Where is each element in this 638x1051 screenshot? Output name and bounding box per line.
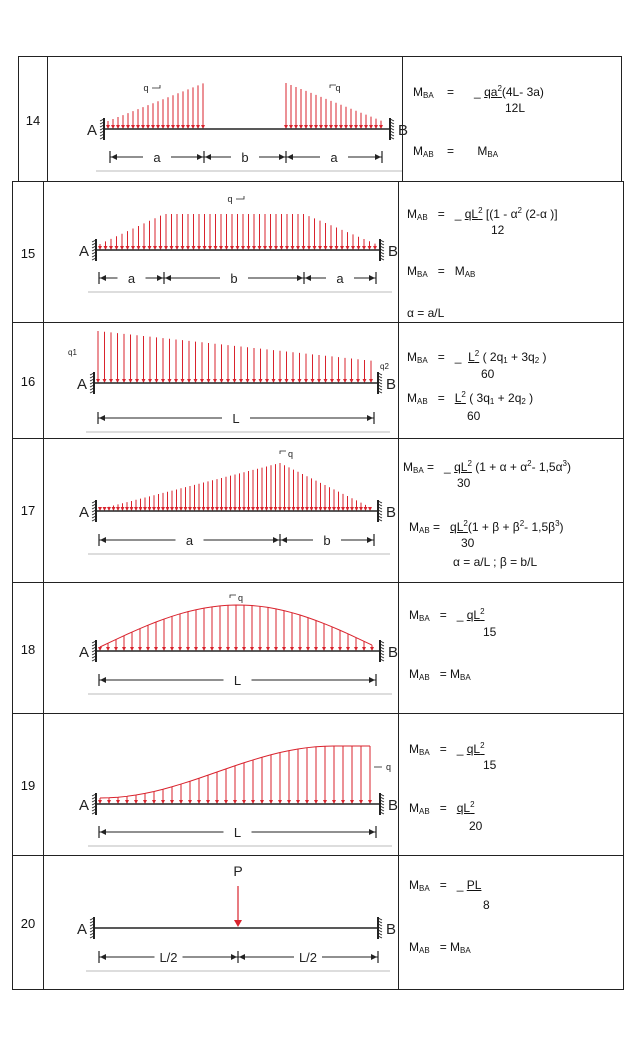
beam-diagram-20 — [44, 856, 398, 989]
arrow-head — [281, 537, 287, 543]
arrow-head — [111, 154, 117, 160]
arrow-head — [367, 537, 373, 543]
arrow-head — [367, 415, 373, 421]
arrow-head — [369, 677, 375, 683]
row-number-cell — [13, 714, 44, 856]
beam-diagram-cell — [44, 714, 399, 856]
support-label-a: A — [78, 797, 90, 814]
formula-cell — [399, 583, 623, 714]
support-label-b: B — [385, 921, 397, 938]
arrow-head — [157, 275, 163, 281]
beam-diagram-cell — [48, 57, 409, 182]
beam-diagram-19 — [44, 714, 398, 856]
table-row-19 — [12, 713, 624, 857]
load-label: q — [238, 593, 244, 603]
beam-diagram-16 — [44, 323, 398, 439]
formula-cell — [399, 182, 623, 323]
formula-line: $M_{BA}$ = _ $L^2$ ( $2q_1 + 3q_2$ ) — [407, 349, 547, 365]
formula-line: $M_{BA}$ = $M_{AB}$ — [407, 264, 476, 279]
dimension-label: L — [232, 411, 240, 426]
point-load-label: P — [233, 863, 243, 879]
row-number: 19 — [20, 778, 36, 793]
support-label-b: B — [387, 797, 399, 814]
formula-cell — [399, 439, 623, 583]
dimension-label: a — [330, 150, 338, 165]
table-row-15 — [12, 181, 624, 324]
formula-line: $M_{BA}$ = _ $qL^2$ ($1 + \alpha + \alpha^2-$ $1,5\alpha^3$) — [403, 459, 571, 475]
table-row-14 — [18, 56, 622, 183]
formula-denominator: 15 — [483, 758, 497, 772]
formula-denominator: 20 — [469, 819, 483, 833]
formula-note: α = a/L — [407, 306, 445, 320]
formula-denominator: 12L — [505, 101, 526, 115]
support-label-a: A — [78, 504, 90, 521]
formula-denominator: 8 — [483, 898, 490, 912]
load-label: q — [335, 83, 341, 93]
dimension-label: L — [233, 825, 242, 840]
formula-cell — [399, 856, 623, 989]
formula-cell — [399, 714, 623, 856]
arrow-head — [100, 537, 106, 543]
beam-diagram-14 — [48, 57, 409, 182]
table-row-20 — [12, 855, 624, 990]
arrow-head — [287, 154, 293, 160]
table-row-17 — [12, 438, 624, 584]
arrow-head — [231, 954, 237, 960]
load-label: q — [288, 449, 294, 459]
formula-line: $M_{BA}$ = _ $qL^2$ — [409, 607, 485, 623]
arrow-head — [369, 275, 375, 281]
arrow-head — [100, 829, 106, 835]
dimension-label: L/2 — [298, 950, 318, 965]
dimension-label: a — [185, 533, 194, 548]
row-number-cell — [13, 182, 44, 323]
support-label-b: B — [385, 504, 397, 521]
beam-diagram-cell — [44, 439, 399, 583]
support-label-b: B — [385, 376, 397, 393]
load-label-q1: q1 — [68, 348, 77, 357]
row-number: 20 — [20, 916, 36, 931]
formula-denominator: 12 — [491, 223, 505, 237]
beam-diagram-cell — [44, 182, 399, 323]
dimension-label: a — [153, 150, 161, 165]
support-label-a: A — [76, 921, 88, 938]
arrow-head — [375, 154, 381, 160]
dimension-label: b — [230, 271, 238, 286]
load-direction-icon — [230, 595, 236, 598]
support-label-a: A — [86, 122, 98, 139]
beam-diagram-17 — [44, 439, 398, 583]
beam-diagram-cell — [44, 323, 399, 439]
formula-line: $M_{AB}$ = $qL^2$ — [409, 800, 475, 816]
arrow-head — [273, 537, 279, 543]
support-label-b: B — [387, 644, 399, 661]
support-label-a: A — [76, 376, 88, 393]
table-row-18 — [12, 582, 624, 715]
load-direction-icon — [280, 451, 286, 454]
arrow-head — [99, 415, 105, 421]
row-number: 18 — [20, 642, 36, 657]
formula-line: $M_{AB}$ = $M_{BA}$ — [409, 667, 471, 682]
row-number: 14 — [25, 113, 41, 128]
arrow-head — [165, 275, 171, 281]
arrow-head — [371, 954, 377, 960]
beam-diagram-cell — [44, 856, 399, 989]
beam-diagram-15 — [44, 182, 398, 323]
arrow-head — [305, 275, 311, 281]
formula-note: α = a/L ; β = b/L — [453, 555, 538, 569]
row-number: 16 — [20, 374, 36, 389]
arrow-head — [100, 275, 106, 281]
formula-line: $M_{AB}$ = _ $qL^2$ [($1 - \alpha^2$ (2-α )] — [407, 206, 558, 222]
formula-cell — [399, 323, 623, 439]
formula-line: $M_{AB}$ = $M_{BA}$ — [413, 144, 499, 159]
beam-diagram-18 — [44, 583, 398, 714]
formula-line: $M_{AB}$ = $L^2$ ( $3q_1 + 2q_2$ ) — [407, 390, 534, 406]
row-number-cell — [13, 856, 44, 989]
dimension-label: b — [241, 150, 249, 165]
row-number: 17 — [20, 503, 36, 518]
formula-denominator: 60 — [481, 367, 495, 381]
formula-line: $M_{BA}$ = _ $qa^2(4L-$ 3a) — [413, 84, 544, 100]
formula-denominator: 60 — [467, 409, 481, 423]
formula-denominator: 30 — [461, 536, 475, 550]
table-row-16 — [12, 322, 624, 440]
dimension-label: L/2 — [159, 950, 178, 965]
point-load-arrow-head — [234, 920, 242, 927]
load-label: q — [227, 194, 233, 204]
load-label-q2: q2 — [380, 362, 389, 371]
arrow-head — [239, 954, 245, 960]
arrow-head — [369, 829, 375, 835]
arrow-head — [100, 954, 106, 960]
load-label: q — [386, 762, 392, 772]
beam-diagram-cell — [44, 583, 399, 714]
support-label-b: B — [397, 122, 409, 139]
formula-denominator: 30 — [457, 476, 471, 490]
support-label-b: B — [387, 243, 399, 260]
dimension-label: b — [323, 533, 331, 548]
support-label-a: A — [78, 243, 90, 260]
arrow-head — [297, 275, 303, 281]
formula-line: $M_{BA}$ = _ $qL^2$ — [409, 741, 485, 757]
row-number-cell — [13, 323, 44, 439]
formula-line: $M_{AB}$ = $qL^2(1 + \beta + \beta^2-$ $1,5\beta^3$) — [409, 519, 564, 535]
arrow-head — [205, 154, 211, 160]
load-label: q — [143, 83, 149, 93]
row-number-cell — [19, 57, 48, 182]
dimension-label: a — [127, 271, 136, 286]
load-direction-icon — [236, 196, 244, 199]
arrow-head — [197, 154, 203, 160]
row-number: 15 — [20, 246, 36, 261]
row-number-cell — [13, 439, 44, 583]
dimension-label: a — [336, 271, 344, 286]
arrow-head — [100, 677, 106, 683]
formula-denominator: 15 — [483, 625, 497, 639]
arrow-head — [279, 154, 285, 160]
load-direction-icon — [152, 85, 160, 88]
formula-line: $M_{BA}$ = _ PL — [409, 878, 482, 893]
row-number-cell — [13, 583, 44, 714]
dimension-label: L — [233, 673, 242, 688]
formula-cell — [403, 57, 621, 182]
support-label-a: A — [78, 644, 90, 661]
formula-line: $M_{AB}$ = $M_{BA}$ — [409, 940, 471, 955]
